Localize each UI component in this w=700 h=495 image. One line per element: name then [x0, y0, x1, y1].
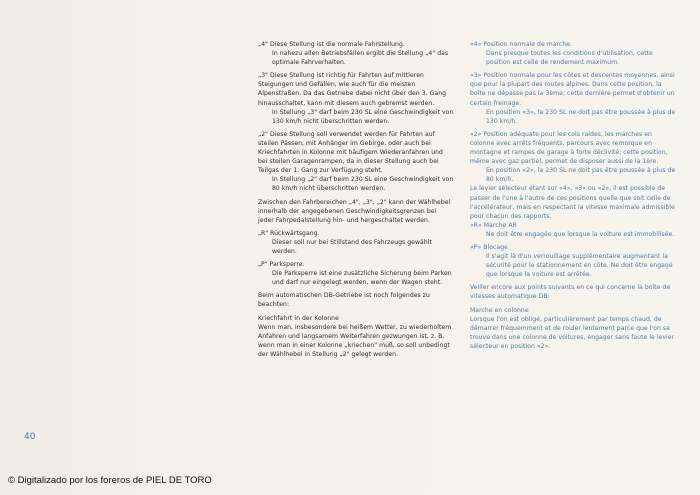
german-paragraph-4-heading: „4" Diese Stellung ist die normale Fahrstellung.: [258, 41, 405, 48]
german-paragraph-ranges: Zwischen den Fahrbereichen „4", „3", „2" kann der Wählhebel innerhalb der angegebenen Geschwindigkeitsgrenzen bei jeder Fahrpedalstellung hin- und hergeschaltet werden.: [258, 198, 451, 224]
french-paragraph-p-body: Il s'agit là d'un verrouillage supplémentaire augmentant la sécurité pour le stationnement en côte. Ne doit être engagé que lorsque la voiture est arrêtée.: [486, 253, 673, 279]
french-paragraph-2: «2» Position adéquate pour les cols raides, les marches en colonne avec arrêts fréquents, parcours avec remorque en montagne et rampes de garage à forte déclivité; cette position, même avec gaz partiel, permet de disposer aussi de la 1ère.: [470, 130, 668, 166]
french-paragraph-3-limit: En position «3», la 230 SL ne doit pas être poussée à plus de 130 km/h.: [486, 108, 676, 125]
german-paragraph-4-body: In nahezu allen Betriebsfällen ergibt die Stellung „4" das optimale Fahrverhalten.: [272, 50, 449, 67]
german-paragraph-2-limit: In Stellung „2" darf beim 230 SL eine Geschwindigkeit von 80 km/h nicht überschritten werden.: [272, 176, 454, 193]
french-paragraph-4-heading: «4» Position normale de marche.: [470, 41, 573, 48]
german-paragraph-r-body: Dieser soll nur bei Stillstand des Fahrzeugs gewählt werden.: [272, 238, 432, 255]
page-number: 40: [24, 432, 36, 442]
french-paragraph-ranges: Le levier sélecteur étant sur «4», «3» ou «2», il est possible de passer de l'une à l'autre de ces positions quelle que soit celle de l'accélérateur, mais en respectant la vitesse maximale admissible pour chacun des rapports.: [470, 185, 675, 220]
german-paragraph-3: „3" Diese Stellung ist richtig für Fahrten auf mittleren Steigungen und Gefällen, wie auch für die meisten Alpenstraßen. Da das Getriebe dabei nicht über den 3. Gang hinausschaltet, kann mit diesem auch gebremst werden.: [258, 72, 447, 107]
german-paragraph-p-heading: „P" Parksperre.: [258, 261, 305, 269]
german-paragraph-3-limit: In Stellung „3" darf beim 230 SL eine Geschwindigkeit von 130 km/h nicht überschritten werden.: [272, 108, 454, 125]
german-paragraph-2: „2" Diese Stellung soll verwendet werden für Fahrten auf steilen Pässen, mit Anhänger im Gebirge, oder auch bei Kriechfahrten in Kolonne mit häufigem Wiederanfahren und bei steilen Garagenrampen, da in dieser Stellung auch bei Teilgas der 1. Gang zur Verfügung steht.: [258, 130, 443, 175]
french-paragraph-note: Veiller encore aux points suivants en ce qui concerne la boîte de vitesses automatique DB:: [470, 284, 671, 301]
french-paragraph-2-limit: En position «2», la 230 SL ne doit pas être poussée à plus de 80 km/h.: [486, 167, 676, 184]
french-subheading-colonne: Marche en colonne: [470, 306, 529, 314]
german-paragraph-r-heading: „R" Rückwärtsgang.: [258, 229, 320, 237]
french-paragraph-3: «3» Position normale pour les côtes et descentes moyennes, ainsi que pour la plupart des routes alpines. Dans cette position, la boîte ne dépasse pas la 3ème; cette dernière permet d'obtenir un certain freinage.: [470, 72, 675, 107]
french-column: [470, 40, 676, 351]
scan-credit: © Digitalizado por los foreros de PIEL DE TORO: [8, 475, 212, 486]
french-paragraph-r-heading: «R» Marche AR: [470, 221, 517, 229]
german-paragraph-note: Beim automatischen DB-Getriebe ist noch folgendes zu beachten:: [258, 292, 430, 309]
german-paragraph-kolonne: Wenn man, insbesondere bei heißem Wetter, zu wiederholtem Anfahren und langsamem Weiterfahren gezwungen ist, z. B. wenn man in einer Kolonne „kriechen" muß, so soll unbedingt der Wählhebel in Stellung „2" gelegt werden.: [258, 323, 452, 358]
french-paragraph-p-heading: «P» Blocage: [470, 243, 508, 251]
german-paragraph-p-body: Die Parksperre ist eine zusätzliche Sicherung beim Parken und darf nur eingelegt werden, wenn der Wagen steht.: [272, 270, 452, 287]
french-paragraph-r-body: Ne doit être engagée que lorsque la voiture est immobilisée.: [486, 230, 675, 238]
french-paragraph-colonne: Lorsque l'on est obligé, particulièrement par temps chaud, de démarrer fréquemment et de rouler lentement parce que l'on se trouve dans une colonne de voitures, engager sans faute le levier sélecteur en position «2».: [470, 315, 675, 350]
french-paragraph-4-body: Dans presque toutes les conditions d'utilisation, cette position est celle de rendement maximum.: [486, 50, 653, 67]
german-subheading-kolonne: Kriechfahrt in der Kolonne: [258, 314, 339, 322]
german-column: [258, 40, 454, 359]
